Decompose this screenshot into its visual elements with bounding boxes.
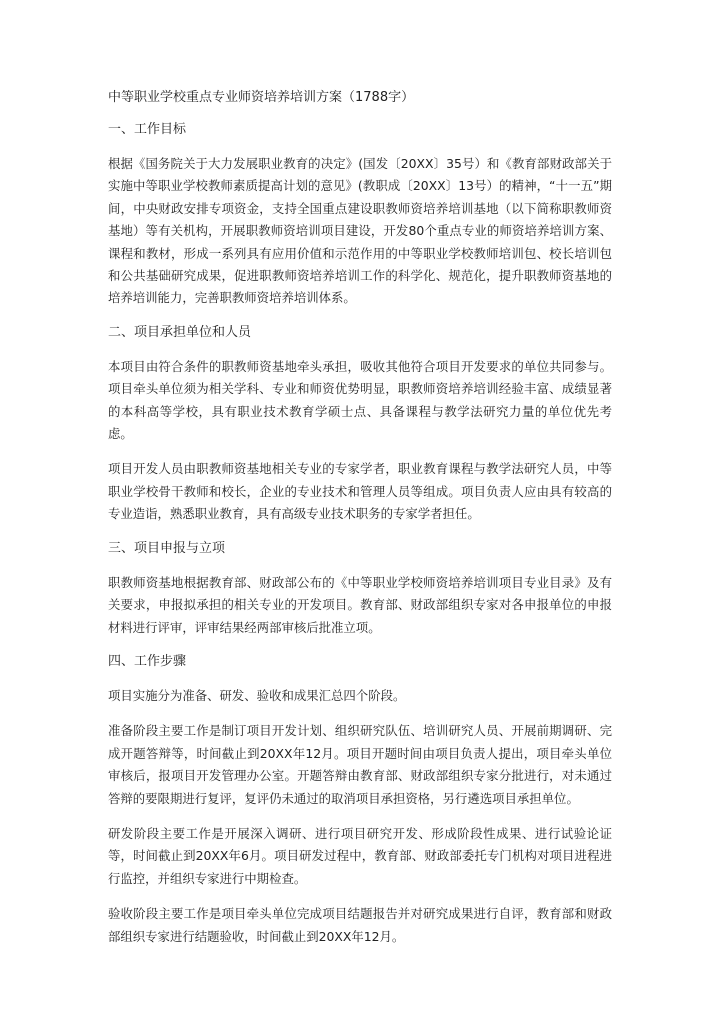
- paragraph-goals: 根据《国务院关于大力发展职业教育的决定》(国发〔20XX〕35号）和《教育部财政部关于实施中等职业学校教师素质提高计划的意见》(教职成〔20XX〕13号）的精神，“十一五”期间，中央财政安排专项资金，支持全国重点建设职教师资培养培训基地（以下简称职教师资基地）等有关机构，开展职教师资培训项目建设，开发80个重点专业的师资培养培训方案、课程和教材，形成一系列具有应用价值和示范作用的中等职业学校教师培训包、校长培训包和公共基础研究成果，促进职教师资培养培训工作的科学化、规范化，提升职教师资基地的培养培训能力，完善职教师资培养培训体系。: [108, 156, 612, 306]
- document-page: [108, 88, 612, 961]
- section-heading-goals: 一、工作目标: [108, 122, 187, 137]
- paragraph-units-1: 本项目由符合条件的职教师资基地牵头承担，吸收其他符合项目开发要求的单位共同参与。项目牵头单位须为相关学科、专业和师资优势明显，职教师资培养培训经验丰富、成绩显著的本科高等学校，具有职业技术教育学硕士点、具备课程与教学法研究力量的单位优先考虑。: [108, 358, 612, 442]
- paragraph-application: 职教师资基地根据教育部、财政部公布的《中等职业学校师资培养培训项目专业目录》及有关要求，申报拟承担的相关专业的开发项目。教育部、财政部组织专家对各申报单位的申报材料进行评审，评审结果经两部审核后批准立项。: [108, 574, 612, 635]
- section-heading-units: 二、项目承担单位和人员: [108, 324, 252, 340]
- paragraph-steps-4: 验收阶段主要工作是项目牵头单位完成项目结题报告并对研究成果进行自评，教育部和财政部组织专家进行结题验收，时间截止到20XX年12月。: [108, 906, 612, 944]
- document-title: 中等职业学校重点专业师资培养培训方案（1788字）: [108, 90, 415, 105]
- paragraph-units-2: 项目开发人员由职教师资基地相关专业的专家学者，职业教育课程与教学法研究人员，中等职业学校骨干教师和校长，企业的专业技术和管理人员等组成。项目负责人应由具有较高的专业造诣，熟悉职业教育，具有高级专业技术职务的专家学者担任。: [108, 461, 612, 522]
- paragraph-steps-3: 研发阶段主要工作是开展深入调研、进行项目研究开发、形成阶段性成果、进行试验论证等，时间截止到20XX年6月。项目研发过程中，教育部、财政部委托专门机构对项目进程进行监控，并组织专家进行中期检查。: [108, 825, 612, 886]
- paragraph-steps-2: 准备阶段主要工作是制订项目开发计划、组织研究队伍、培训研究人员、开展前期调研、完成开题答辩等，时间截止到20XX年12月。项目开题时间由项目负责人提出，项目牵头单位审核后，报项目开发管理办公室。开题答辩由教育部、财政部组织专家分批进行，对未通过答辩的要限期进行复评，复评仍未通过的取消项目承担资格，另行遴选项目承担单位。: [108, 723, 612, 806]
- paragraph-steps-1: 项目实施分为准备、研发、验收和成果汇总四个阶段。: [108, 687, 406, 703]
- section-heading-application: 三、项目申报与立项: [108, 540, 226, 556]
- section-heading-steps: 四、工作步骤: [108, 653, 187, 669]
